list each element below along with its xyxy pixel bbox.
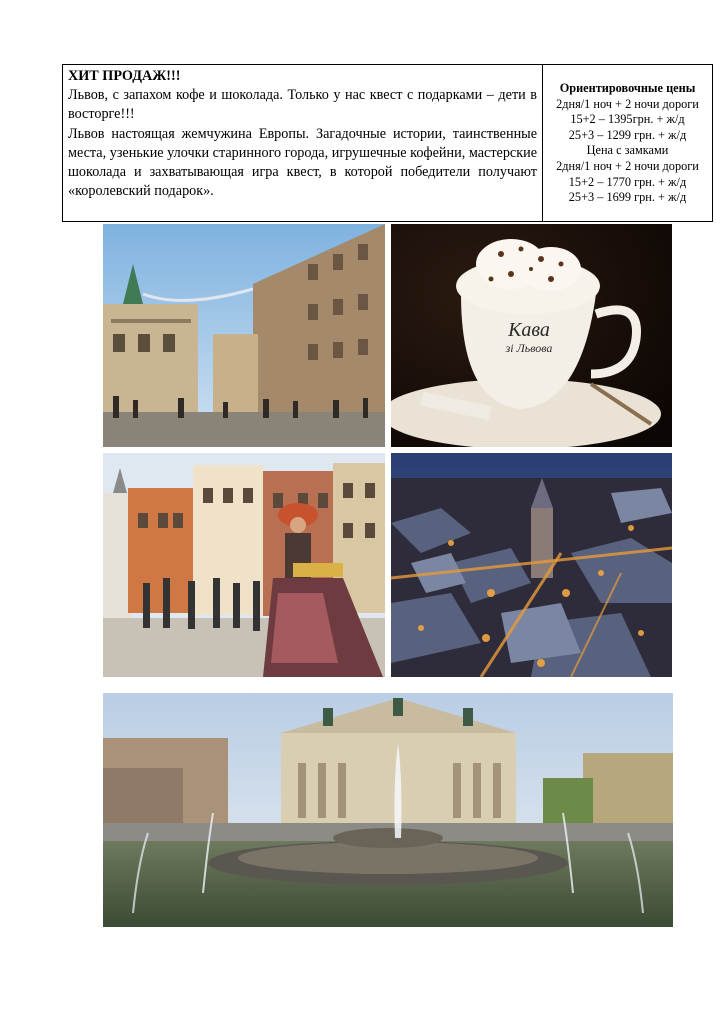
promo-table	[62, 64, 713, 222]
prices-castles-row-2: 25+3 – 1699 грн. + ж/д	[568, 190, 687, 205]
coffee-cup-label: Кава	[508, 319, 550, 341]
prices-castles-duration: 2дня/1 ноч + 2 ночи дороги	[556, 158, 699, 173]
prices-base-row-1: 15+2 – 1395грн. + ж/д	[570, 112, 685, 127]
prices-cell	[543, 65, 712, 221]
photo-market-square	[103, 453, 385, 677]
photo-city-street	[103, 224, 385, 447]
photo-opera-fountain	[103, 693, 673, 927]
photo-night-city	[391, 453, 672, 677]
prices-base-duration: 2дня/1 ноч + 2 ночи дороги	[556, 96, 699, 111]
promo-paragraph-2: Львов настоящая жемчужина Европы. Загадочные истории, таинственные места, узенькие улочки старинного города, игрушечные кофейни, мастерские шоколада и захватывающая игра квест, в которой победители получают «королевский подарок».	[68, 125, 537, 200]
coffee-cup-sublabel: зі Львова	[505, 341, 553, 355]
promo-text-cell	[63, 65, 543, 221]
prices-castles-row-1: 15+2 – 1770 грн. + ж/д	[568, 174, 687, 189]
prices-base-row-2: 25+3 – 1299 грн. + ж/д	[568, 127, 687, 142]
prices-title: Ориентировочные цены	[559, 81, 696, 95]
promo-paragraph-1: Львов, с запахом кофе и шоколада. Только у нас квест с подарками – дети в восторге!!!	[68, 87, 537, 123]
promo-headline: ХИТ ПРОДАЖ!!!	[68, 68, 181, 84]
photo-coffee-cup	[391, 224, 672, 447]
prices-castles-title: Цена с замками	[586, 143, 669, 158]
